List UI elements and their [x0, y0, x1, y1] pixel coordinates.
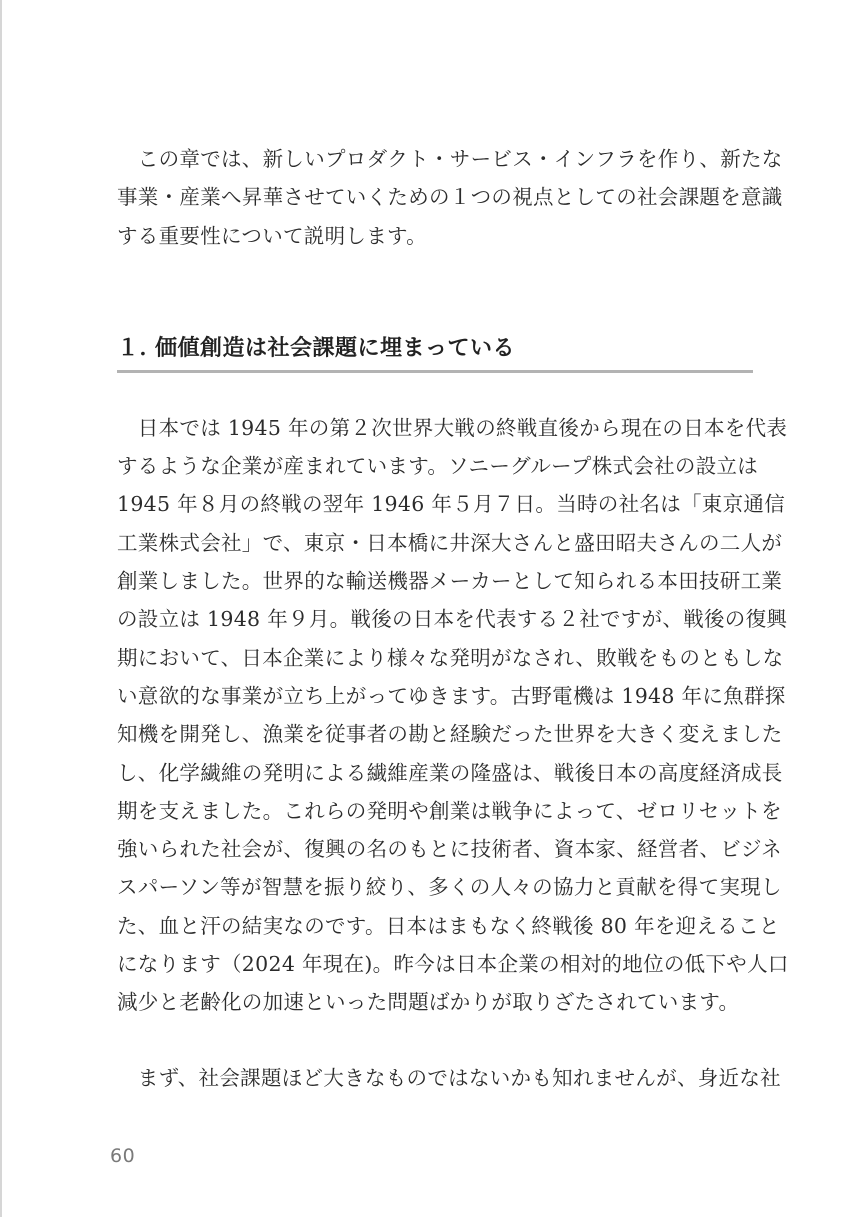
- body-line: 創業しました。世界的な輸送機器メーカーとして知られる本田技研工業: [117, 569, 783, 594]
- intro-line: する重要性について説明します。: [117, 223, 427, 248]
- body-line: 工業株式会社」で、東京・日本橋に井深大さんと盛田昭夫さんの二人が: [117, 530, 783, 555]
- body-line: 期において、日本企業により様々な発明がなされ、敗戦をものともしな: [117, 645, 784, 670]
- intro-paragraph: [117, 140, 783, 255]
- page-number: 60: [110, 1145, 136, 1167]
- next-paragraph: [117, 1059, 781, 1097]
- page-edge-rule: [0, 0, 2, 1217]
- body-line: い意欲的な事業が立ち上がってゆきます。古野電機は 1948 年に魚群探: [117, 683, 786, 708]
- intro-line: この章では、新しいプロダクト・サービス・インフラを作り、新たな: [117, 147, 783, 171]
- section-title: 価値創造は社会課題に埋まっている: [155, 335, 516, 361]
- body-line: するような企業が産まれています。ソニーグループ株式会社の設立は: [117, 454, 759, 479]
- body-line: 強いられた社会が、復興の名のもとに技術者、資本家、経営者、ビジネ: [117, 837, 782, 862]
- body-line: 減少と老齢化の加速といった問題ばかりが取りざたされています。: [117, 990, 740, 1015]
- body-line: た、血と汗の結実なのです。日本はまもなく終戦後 80 年を迎えること: [117, 913, 780, 938]
- body-paragraph: [117, 409, 789, 1022]
- next-paragraph-line: まず、社会課題ほど大きなものではないかも知れませんが、身近な社: [117, 1065, 781, 1090]
- body-line: 知機を開発し、漁業を従事者の勘と経験だった世界を大きく変えました: [117, 722, 783, 747]
- body-line: 1945 年８月の終戦の翌年 1946 年５月７日。当時の社名は「東京通信: [117, 492, 785, 517]
- body-line: し、化学繊維の発明による繊維産業の隆盛は、戦後日本の高度経済成長: [117, 760, 783, 785]
- section-number: １．: [117, 335, 163, 361]
- section-heading: [117, 334, 753, 373]
- body-line: の設立は 1948 年９月。戦後の日本を代表する２社ですが、戦後の復興: [117, 607, 788, 632]
- page-content: [117, 140, 789, 1097]
- body-line: スパーソン等が智慧を振り絞り、多くの人々の協力と貢献を得て実現し: [117, 875, 782, 900]
- intro-line: 事業・産業へ昇華させていくための１つの視点としての社会課題を意識: [117, 185, 783, 210]
- body-line: 期を支えました。これらの発明や創業は戦争によって、ゼロリセットを: [117, 798, 782, 823]
- body-line: になります（2024 年現在)。昨今は日本企業の相対的地位の低下や人口: [117, 952, 789, 977]
- body-line: 日本では 1945 年の第２次世界大戦の終戦直後から現在の日本を代表: [117, 415, 788, 440]
